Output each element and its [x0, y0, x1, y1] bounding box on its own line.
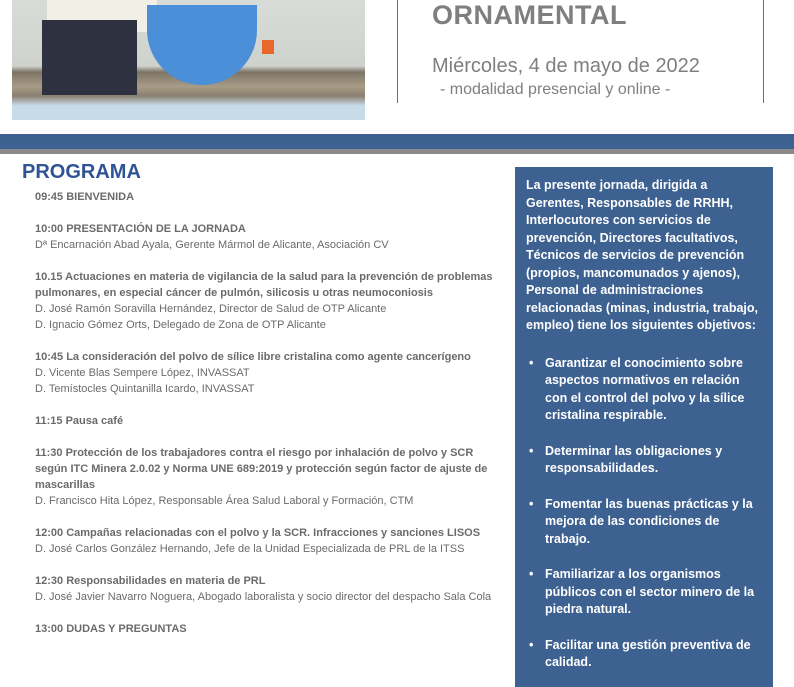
program-item-title: 11:30 Protección de los trabajadores contra el riesgo por inhalación de polvo y SCR según ITC Minera 2.0.02 y Norma UNE 689:2019 y protección según factor de ajuste de mascarillas [35, 447, 488, 491]
program-item-title: 10:00 PRESENTACIÓN DE LA JORNADA [35, 223, 246, 235]
event-title: ORNAMENTAL [432, 0, 627, 30]
program-speaker: D. José Carlos González Hernando, Jefe de la Unidad Especializada de PRL de la ITSS [35, 543, 465, 555]
program-item [35, 573, 500, 605]
objective-item: • Familiarizar a los organismos públicos con el sector minero de la piedra natural. [526, 566, 763, 619]
program-item [35, 621, 500, 637]
program-speaker: D. José Ramón Soravilla Hernández, Director de Salud de OTP Alicante [35, 303, 387, 315]
program-speaker: D. José Javier Navarro Noguera, Abogado laboralista y socio director del despacho Sala Cola [35, 591, 492, 603]
program-item-title: 12:00 Campañas relacionadas con el polvo y la SCR. Infracciones y sanciones LISOS [35, 527, 481, 539]
program-item [35, 221, 500, 253]
program-item [35, 269, 500, 333]
program-item-title: 09:45 BIENVENIDA [35, 191, 135, 203]
program-item-title: 10:45 La consideración del polvo de sílice libre cristalina como agente cancerígeno [35, 351, 471, 363]
program-item [35, 349, 500, 397]
objectives-box [515, 167, 773, 687]
program-item [35, 445, 500, 509]
program-item [35, 413, 500, 429]
header-photo [12, 0, 365, 120]
program-speaker: D. Temístocles Quintanilla Icardo, INVASSAT [35, 383, 255, 395]
event-date: Miércoles, 4 de mayo de 2022 [432, 55, 700, 77]
objective-item: • Determinar las obligaciones y responsabilidades. [526, 443, 763, 478]
program-speaker: Dª Encarnación Abad Ayala, Gerente Mármol de Alicante, Asociación CV [35, 239, 389, 251]
program-speaker: D. Vicente Blas Sempere López, INVASSAT [35, 367, 250, 379]
event-mode: - modalidad presencial y online - [440, 81, 671, 98]
program-speaker: D. Ignacio Gómez Orts, Delegado de Zona de OTP Alicante [35, 319, 326, 331]
header-band-shadow [0, 149, 794, 154]
divider [397, 0, 398, 103]
program-item-title: 12:30 Responsabilidades en materia de PRL [35, 575, 266, 587]
objective-item: • Fomentar las buenas prácticas y la mejora de las condiciones de trabajo. [526, 496, 763, 549]
program-item-title: 11:15 Pausa café [35, 415, 124, 427]
objective-item: • Facilitar una gestión preventiva de calidad. [526, 637, 763, 672]
objectives-intro: La presente jornada, dirigida a Gerentes, Responsables de RRHH, Interlocutores con servicios de prevención, Directores facultativos, Técnicos de servicios de prevención (propios, mancomunados y ajenos), Personal de administraciones relacionadas (minas, industria, trabajo, empleo) tiene los siguientes objetivos: [526, 178, 759, 332]
program-item-title: 10.15 Actuaciones en materia de vigilancia de la salud para la prevención de problemas pulmonares, en especial cáncer de pulmón, silicosis u otras neumoconiosis [35, 271, 493, 299]
objective-item: • Garantizar el conocimiento sobre aspectos normativos en relación con el control del polvo y la sílice cristalina respirable. [526, 355, 763, 425]
program-list [35, 189, 500, 653]
divider [763, 0, 764, 103]
header-band [0, 134, 794, 149]
program-item-title: 13:00 DUDAS Y PREGUNTAS [35, 623, 187, 635]
program-heading: PROGRAMA [22, 161, 141, 183]
objectives-list [526, 355, 763, 672]
program-speaker: D. Francisco Hita López, Responsable Área Salud Laboral y Formación, CTM [35, 495, 414, 507]
program-item [35, 525, 500, 557]
program-item [35, 189, 500, 205]
